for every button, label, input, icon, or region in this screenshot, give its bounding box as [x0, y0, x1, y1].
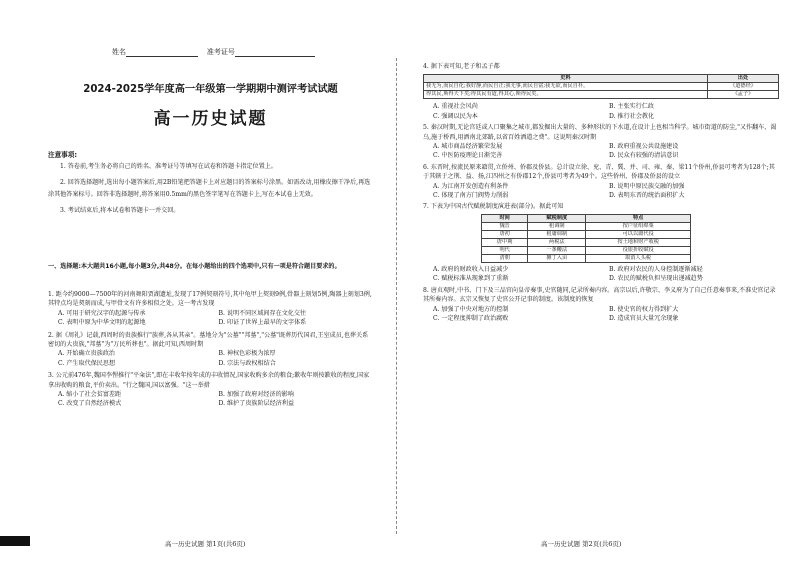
page-footer-left: 高一历史试题 第1页(共6页)	[165, 540, 246, 548]
option-b: B. 神权色彩极为浓厚	[218, 350, 276, 358]
table-cell: 唐初	[482, 230, 528, 238]
question-stem: 7. 下表为中国古代赋税制度演进表(部分)。据此可知	[423, 203, 564, 211]
table-header: 出处	[708, 75, 779, 83]
table-cell: 得其民,斯得天下矣;得其民有道,得其心,斯得民矣。	[424, 91, 708, 99]
table-row	[482, 254, 691, 262]
option-c: C. 改变了自然经济模式	[58, 400, 122, 408]
table-cell: 取消人头税	[586, 254, 691, 262]
option-d: D. 印证了世界上最早的文字体系	[218, 319, 307, 327]
table-cell: 两税法	[528, 238, 586, 246]
question-stem: 2. 据《周礼》记载,西周时的贵族推行"族葬,各从其亲"。墓地分为"公墓""邦墓","公墓"既葬历代国君,王室成员,也葬关系密切的大贵族,"邦墓"为"万民所葬也"。据此可知,西周时期	[48, 331, 369, 349]
left-questions	[48, 290, 373, 409]
fold-line	[396, 58, 397, 534]
option-d: D. 维护了贵族阶层经济利益	[218, 400, 295, 408]
option-d: D. 表明东晋的统治面积扩大	[609, 192, 685, 200]
table-cell: 一条鞭法	[528, 246, 586, 254]
option-a: A. 开始确立贵族政治	[58, 350, 116, 358]
question-1	[48, 290, 373, 328]
option-a: A. 城市商品经济繁荣发展	[433, 143, 503, 151]
table-cell: 可以以庸代役	[586, 230, 691, 238]
table-cell: 《道德经》	[708, 83, 779, 91]
table-header: 特点	[586, 214, 691, 222]
question-stem: 5. 秦汉时期,无论宫廷或人口聚集之城市,都发掘出大量的、多种形状的下水道,在设计上也相当科学。城市街道的防尘,"又作翻车、渴乌,施于桥西,用洒南北郊路,以省百姓洒道之费"。这说明秦汉时期	[423, 124, 777, 141]
subject-title: 高一历史试题	[153, 109, 268, 129]
option-d: D. 民众有较强的清洁意识	[609, 152, 679, 160]
question-6	[423, 163, 779, 201]
table-cell: 魏晋	[482, 222, 528, 230]
question-stem: 1. 距今约9000—7500年的河南舞阳贾湖遗址,发现了17例契刻符号,其中龟甲上契刻9例,骨器上刻划5例,陶器上刻划3例,其特点均是契刻而成,与甲骨文有许多相似之处。这一考古发现	[48, 291, 372, 308]
table-cell: 租调制	[528, 222, 586, 230]
option-c: C. 一定程度抑制了政治腐败	[433, 314, 509, 322]
id-blank	[235, 48, 315, 57]
option-c: C. 产生取代保民思想	[58, 359, 116, 367]
question-4	[423, 62, 779, 121]
notice-body	[48, 162, 373, 216]
name-blank	[126, 48, 198, 57]
option-b: B. 政府重视公共设施建设	[609, 143, 679, 151]
table-cell: 明代	[482, 246, 528, 254]
section-heading: 一、选择题:本大题共16小题,每小题3分,共48分。在每小题给出的四个选项中,只有一项是符合题目要求的。	[48, 263, 341, 270]
question-5	[423, 123, 779, 161]
question-stem: 4. 据下表可知,老子和孟子都	[423, 63, 500, 70]
table-header: 时间	[482, 214, 528, 222]
option-d: D. 推行社会教化	[609, 112, 655, 120]
tax-table	[481, 214, 691, 263]
option-a: A. 可用于研究汉字的起源与传承	[58, 309, 146, 317]
option-b: B. 主张实行仁政	[609, 103, 654, 111]
table-row	[482, 230, 691, 238]
table-cell: 唐中期	[482, 238, 528, 246]
table-row	[424, 91, 779, 99]
table-cell: 清朝	[482, 254, 528, 262]
question-7	[423, 202, 779, 283]
corner-marker	[0, 536, 30, 546]
question-2	[48, 331, 373, 369]
table-cell: 役银折收赋役	[586, 246, 691, 254]
exam-header-fields	[112, 47, 315, 57]
table-row	[482, 238, 691, 246]
option-d: D. 宗法与政权相结合	[218, 359, 276, 367]
option-d: D. 造成官员大量冗余现象	[609, 314, 679, 322]
right-questions	[423, 62, 779, 323]
table-row	[482, 246, 691, 254]
option-b: B. 说明中原民族交融的加强	[609, 182, 685, 190]
source-table	[423, 74, 779, 99]
option-b: B. 使史官的权力得到扩大	[609, 305, 679, 313]
question-8	[423, 286, 779, 324]
option-c: C. 表明中原为中华文明的起源地	[58, 319, 146, 327]
option-b: B. 政府对农民的人身控制逐渐减轻	[609, 265, 703, 273]
table-cell: 摊丁入亩	[528, 254, 586, 262]
option-d: D. 农民的赋税负担呈现出递减趋势	[609, 275, 703, 283]
option-a: A. 加强了中央对地方的控制	[433, 305, 509, 313]
notice-item: 1. 答卷前,考生务必将自己的姓名、准考证号等填写在试卷和答题卡指定位置上。	[60, 163, 277, 170]
question-3	[48, 371, 373, 409]
table-row	[482, 222, 691, 230]
table-cell: 《孟子》	[708, 91, 779, 99]
option-b: B. 加强了政府对经济的影响	[218, 391, 294, 399]
option-a: A. 政府的财政收入日益减少	[433, 265, 509, 273]
notice-item: 2. 回答选择题时,选出每小题答案后,用2B铅笔把答题卡上对应题目的答案标号涂黑。如需改动,用橡皮擦干净后,再选涂其他答案标号。回答非选择题时,将答案用0.5mm的黑色签字笔写在答题卡上,写在本试卷上无效。	[48, 179, 371, 198]
question-stem: 6. 东晋时,按流民原来籍贯,立侨州、侨郡及侨县。总计设立徐、兖、青、冀、并、司、雍、秦、梁11个侨州,侨县可考者为128个;其于其辖于之荆、益、扬,江四州之有侨郡12个,侨县可考者为49个。这些侨州、侨郡及侨县的设立	[423, 163, 775, 181]
table-header: 史料	[424, 75, 708, 83]
table-header: 赋税制度	[528, 214, 586, 222]
option-c: C. 中医防疫理论日渐完善	[433, 152, 503, 160]
option-a: A. 为江南开发创造有利条件	[433, 182, 509, 190]
notice-item: 3. 考试结束后,将本试卷和答题卡一并交回。	[60, 207, 180, 215]
option-c: C. 体现了南方门阀势力削弱	[433, 192, 509, 200]
table-cell: 我无为,而民自化;我好静,而民自正;我无事,而民自富;我无欲,而民自朴。	[424, 83, 708, 91]
name-label: 姓名	[112, 48, 126, 56]
option-c: C. 赋税标准从现象到了重渐	[433, 275, 509, 283]
option-a: A. 重视社会风尚	[433, 103, 478, 111]
table-cell: 按土地和财产收税	[586, 238, 691, 246]
option-c: C. 强调以民为本	[433, 112, 478, 120]
question-stem: 8. 唐贞观时,中书、门下及三品官向皇帝奏事,史官随同,记录所奏内容。高宗以后,许敬宗、李义府为了自己任意奏事来,不准史官记录其所奏内容。玄宗又恢复了史官公开记事的制度。该制度的恢复	[423, 286, 776, 304]
table-row	[424, 83, 779, 91]
question-stem: 3. 公元前476年,魏国李悝推行"平籴法",即在丰收年按年成的丰收情况,国家收购多余的粮食;歉收年则按歉收的程度,国家拿出收购的粮食,平价卖出。"行之魏国,国以富强。"这一举措	[48, 372, 370, 389]
id-label: 准考证号	[206, 48, 235, 56]
page-footer-right: 高一历史试题 第2页(共6页)	[541, 540, 622, 548]
notice-title: 注意事项:	[48, 151, 78, 159]
option-a: A. 缩小了社会贫富差距	[58, 391, 122, 399]
table-cell: 按户征绢绵粟	[586, 222, 691, 230]
option-b: B. 说明不同区域间存在文化交往	[218, 309, 307, 317]
exam-title: 2024-2025学年度高一年级第一学期期中测评考试试题	[83, 84, 338, 95]
table-cell: 租庸调制	[528, 230, 586, 238]
